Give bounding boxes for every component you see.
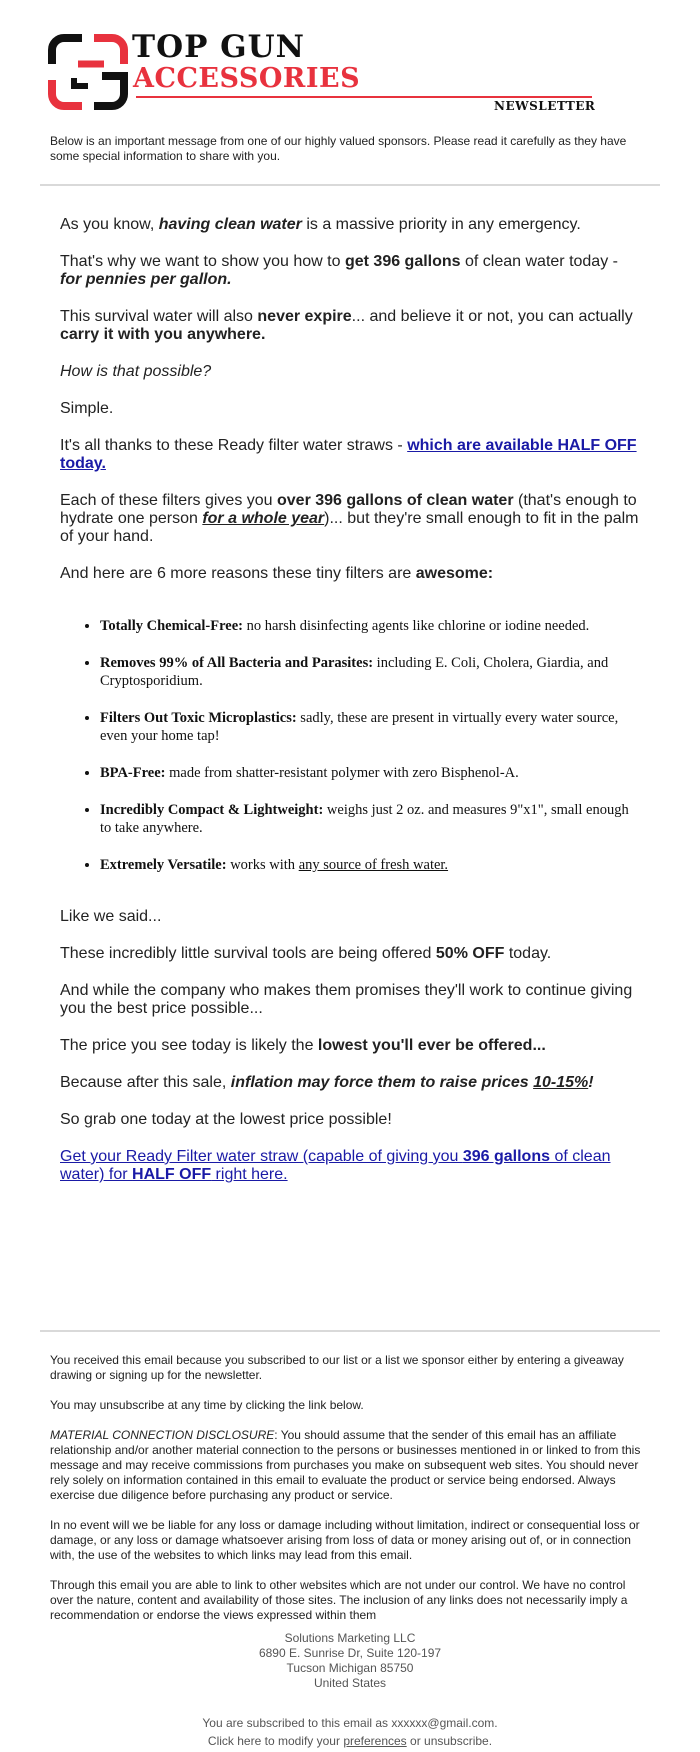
paragraph: How is that possible? <box>60 363 212 380</box>
logo-mark-icon <box>48 34 130 110</box>
paragraph: The price you see today is likely the lowest you'll ever be offered... <box>60 1037 546 1054</box>
city: Tucson Michigan 85750 <box>286 1661 414 1675</box>
paragraph: Simple. <box>60 400 114 417</box>
list-item: • Incredibly Compact & Lightweight: weighs just 2 oz. and measures 9"x1", small enough to take anywhere. <box>100 801 640 837</box>
sponsor-intro: Below is an important message from one of our highly valued sponsors. Please read it carefully as they have some special information to share with you. <box>50 134 627 163</box>
email-container <box>40 0 660 1748</box>
footer-text: In no event will we be liable for any loss or damage including without limitation, indirect or consequential loss or damage, or any loss or damage whatsoever arising from loss of data or money arising out of, or in connection with, the use of the websites to which links may lead from this email. <box>50 1518 640 1562</box>
fresh-water-link[interactable]: any source of fresh water. <box>298 857 449 873</box>
country: United States <box>313 1676 387 1690</box>
paragraph: So grab one today at the lowest price possible! <box>60 1111 392 1128</box>
footer-text: You may unsubscribe at any time by clicking the link below. <box>50 1398 364 1412</box>
footer-divider <box>40 1330 660 1332</box>
half-off-link[interactable]: which are available HALF OFF today. <box>60 437 637 472</box>
modify-line[interactable]: Click here to modify your preferences or unsubscribe. <box>207 1734 493 1748</box>
list-item: • Filters Out Toxic Microplastics: sadly, these are present in virtually every water source, even your home tap! <box>100 709 640 745</box>
list-item: • Extremely Versatile: works with any source of fresh water. <box>100 856 640 874</box>
cta-link[interactable]: Get your Ready Filter water straw (capable of giving you 396 gallons of clean water) for HALF OFF right here. <box>60 1148 611 1183</box>
newsletter-label: NEWSLETTER <box>494 99 596 113</box>
brand-rule <box>136 96 592 98</box>
paragraph: It's all thanks to these Ready filter water straws - which are available HALF OFF today. <box>60 437 637 472</box>
list-item: • Removes 99% of All Bacteria and Parasites: including E. Coli, Cholera, Giardia, and Cryptosporidium. <box>100 654 640 690</box>
newsletter-header <box>40 0 660 128</box>
list-item: • Totally Chemical-Free: no harsh disinfecting agents like chlorine or iodine needed. <box>100 617 640 635</box>
paragraph: And here are 6 more reasons these tiny filters are awesome: <box>60 565 494 582</box>
company-address <box>50 1631 650 1691</box>
paragraph: Like we said... <box>60 908 162 925</box>
list-item: • BPA-Free: made from shatter-resistant polymer with zero Bisphenol-A. <box>100 764 640 782</box>
paragraph <box>60 1148 640 1184</box>
paragraph: Each of these filters gives you over 396 gallons of clean water (that's enough to hydrate one person for a whole year)... but they're small enough to fit in the palm of your hand. <box>60 492 639 545</box>
reasons-list <box>60 617 640 874</box>
footer-text: You received this email because you subscribed to our list or a list we sponsor either by entering a giveaway drawing or signing up for the newsletter. <box>50 1353 624 1382</box>
email-footer <box>50 1353 650 1750</box>
footer-text: Through this email you are able to link to other websites which are not under our control. We have no control over the nature, content and availability of those sites. The inclusion of any links does not necessarily imply a recommendation or endorse the views expressed within them <box>50 1578 628 1622</box>
paragraph: As you know, having clean water is a massive priority in any emergency. <box>60 216 581 233</box>
paragraph: That's why we want to show you how to get 396 gallons of clean water today - for pennies per gallon. <box>60 253 618 288</box>
preferences-link[interactable]: preferences <box>343 1734 407 1748</box>
top-divider <box>40 184 660 186</box>
brand-subtitle: ACCESSORIES <box>133 63 361 94</box>
paragraph: And while the company who makes them promises they'll work to continue giving you the best price possible... <box>60 982 633 1017</box>
subscribed-line: You are subscribed to this email as xxxxxx@gmail.com. <box>202 1716 498 1730</box>
paragraph: Because after this sale, inflation may force them to raise prices 10-15%! <box>60 1074 594 1091</box>
company-name: Solutions Marketing LLC <box>284 1631 416 1645</box>
disclosure: MATERIAL CONNECTION DISCLOSURE: You should assume that the sender of this email has an affiliate relationship and/or another material connection to the persons or businesses mentioned in or linked to from this message and may receive commissions from purchases you make on subsequent web sites. You should never rely solely on information contained in this email to evaluate the product or service being endorsed. Always exercise due diligence before purchasing any product or service. <box>50 1428 641 1502</box>
subscription-info <box>50 1714 650 1750</box>
message-body <box>60 216 640 1203</box>
paragraph: These incredibly little survival tools are being offered 50% OFF today. <box>60 945 552 962</box>
paragraph: This survival water will also never expire... and believe it or not, you can actually carry it with you anywhere. <box>60 308 633 343</box>
street: 6890 E. Sunrise Dr, Suite 120-197 <box>258 1646 442 1660</box>
brand-title: TOP GUN <box>132 29 306 65</box>
